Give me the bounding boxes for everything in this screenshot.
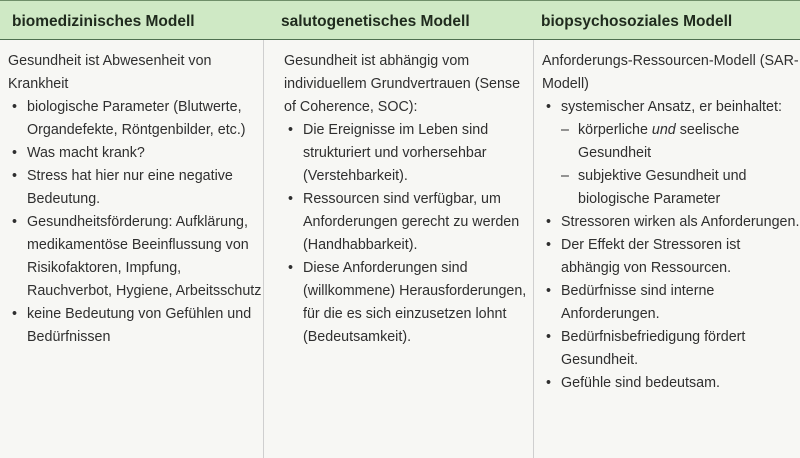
list-item: • Was macht krank? xyxy=(8,142,263,165)
list-item: • Bedürfnisse sind interne Anforderungen. xyxy=(542,280,800,326)
header-biopsychosocial: biopsychosoziales Modell xyxy=(533,0,800,40)
col3-sublist xyxy=(561,119,800,211)
header-salutogenetic: salutogenetisches Modell xyxy=(263,0,533,40)
sub1-pre: körperliche xyxy=(578,122,652,138)
list-item: • keine Bedeutung von Gefühlen und Bedürfnissen xyxy=(8,303,263,349)
column-biomedical xyxy=(0,40,263,458)
list-item: • Gesundheitsförderung: Aufklärung, medikamentöse Beeinflussung von Risikofaktoren, Impfung, Rauchverbot, Hygiene, Arbeitsschutz xyxy=(8,211,263,303)
list-item: • Die Ereignisse im Leben sind strukturiert und vorhersehbar (Verstehbarkeit). xyxy=(284,119,533,188)
list-item xyxy=(542,96,800,211)
col3-list xyxy=(542,96,800,395)
sub-list-item xyxy=(561,119,800,165)
list-item: • Diese Anforderungen sind (willkommene) Herausforderungen, für die es sich einzusetzen lohnt (Bedeutsamkeit). xyxy=(284,257,533,349)
col2-list xyxy=(284,119,533,349)
sub1-emphasis: und xyxy=(651,122,676,138)
col1-list xyxy=(8,96,263,349)
col2-intro: Gesundheit ist abhängig vom individuellem Grundvertrauen (Sense of Coherence, SOC): xyxy=(284,53,521,115)
column-biopsychosocial xyxy=(533,40,800,458)
sub-list-item: – subjektive Gesundheit und biologische Parameter xyxy=(561,165,800,211)
list-item: • Ressourcen sind verfügbar, um Anforderungen gerecht zu werden (Handhabbarkeit). xyxy=(284,188,533,257)
list-item: • Stressoren wirken als Anforderungen. xyxy=(542,211,800,234)
col3-item1-text: systemischer Ansatz, er beinhaltet: xyxy=(561,99,782,115)
sub1-post: seelische Gesundheit xyxy=(578,122,740,161)
list-item: • Bedürfnisbefriedigung fördert Gesundheit. xyxy=(542,326,800,372)
col3-intro: Anforderungs-Ressourcen-Modell (SAR-Modell) xyxy=(542,53,799,92)
header-biomedical: biomedizinisches Modell xyxy=(0,0,263,40)
list-item: • biologische Parameter (Blutwerte, Organdefekte, Röntgenbilder, etc.) xyxy=(8,96,263,142)
list-item: • Stress hat hier nur eine negative Bedeutung. xyxy=(8,165,263,211)
column-salutogenetic xyxy=(263,40,533,458)
col1-intro: Gesundheit ist Abwesenheit von Krankheit xyxy=(8,53,212,92)
list-item: • Gefühle sind bedeutsam. xyxy=(542,372,800,395)
list-item: • Der Effekt der Stressoren ist abhängig von Ressourcen. xyxy=(542,234,800,280)
